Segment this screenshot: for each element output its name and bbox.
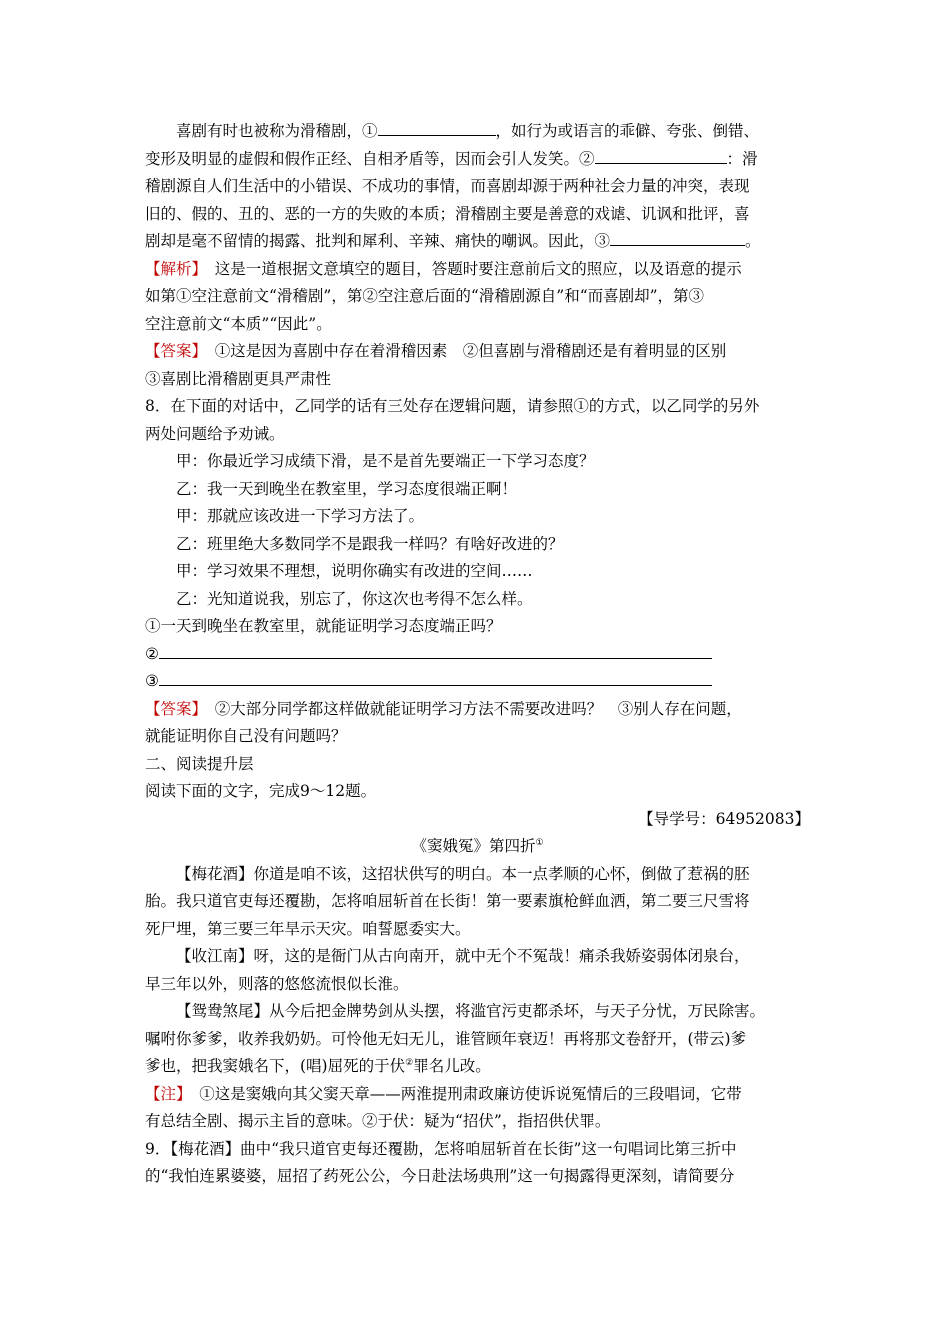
footnote-marker: ②: [405, 1057, 414, 1068]
passage-line: 爹也，把我窦娥名下，(唱)屈死的于伏②罪名儿改。: [145, 1057, 491, 1075]
passage-line: 嘱咐你爹爹，收养我奶奶。可怜他无妇无儿，谁管顾年衰迈！再将那文卷舒开，(带云)爹: [145, 1029, 747, 1048]
analysis-line: 空注意前文“本质”“因此”。: [145, 314, 332, 333]
answer-item-3: ③: [145, 668, 810, 696]
passage-line: 早三年以外，则落的悠悠流恨似长淮。: [145, 974, 409, 993]
answer-line: 就能证明你自己没有问题吗？: [145, 727, 347, 745]
dialogue-line: 乙：我一天到晚坐在教室里，学习态度很端正啊！: [176, 479, 518, 498]
answer-tag: 【答案】: [145, 342, 200, 360]
dialogue-line: 甲：你最近学习成绩下滑，是不是首先要端正一下学习态度？: [176, 452, 595, 470]
note-line: 有总结全剧、揭示主旨的意味。②于伏：疑为“招伏”，指招供伏罪。: [145, 1112, 611, 1130]
note-tag: 【注】: [145, 1084, 184, 1103]
intro-line: 稽剧源自人们生活中的小错误、不成功的事情，而喜剧却源于两种社会力量的冲突，表现: [145, 177, 750, 195]
dialogue-line: 甲：那就应该改进一下学习方法了。: [176, 507, 425, 525]
question-8-line: 8．在下面的对话中，乙同学的话有三处存在逻辑问题，请参照①的方式，以乙同学的另外: [145, 397, 760, 415]
intro-line: 旧的、假的、丑的、恶的一方的失败的本质；滑稽剧主要是善意的戏谑、讥讽和批评，喜: [145, 204, 750, 223]
dialogue-line: 甲：学习效果不理想，说明你确实有改进的空间……: [176, 562, 533, 580]
intro-line: 喜剧有时也被称为滑稽剧，① ，如行为或语言的乖僻、夸张、倒错、: [145, 118, 810, 146]
answer-line-blank-3[interactable]: [159, 669, 712, 686]
fill-blank-3[interactable]: [610, 229, 745, 246]
dialogue-line: 乙：光知道说我，别忘了，你这次也考得不怎么样。: [176, 589, 533, 608]
passage-line: 【梅花酒】你道是咱不该，这招状供写的明白。本一点孝顺的心怀，倒做了惹祸的胚: [176, 864, 750, 883]
passage-title: 《窦娥冤》第四折①: [411, 837, 544, 855]
answer-line: ③喜剧比滑稽剧更具严肃性: [145, 369, 332, 388]
passage-line: 【收江南】呀，这的是衙门从古向南开，就中无个不冤哉！痛杀我娇姿弱体闭泉台，: [176, 947, 750, 965]
question-8-line: 两处问题给予劝诫。: [145, 424, 285, 443]
analysis-line: 如第①空注意前文“滑稽剧”，第②空注意后面的“滑稽剧源自”和“而喜剧却”，第③: [145, 287, 705, 305]
document-page: [145, 118, 810, 1191]
analysis-line: 【解析】 这是一道根据文意填空的题目，答题时要注意前后文的照应，以及语意的提示: [145, 259, 742, 278]
section-instruction: 阅读下面的文字，完成9～12题。: [145, 782, 377, 800]
guide-number: 【导学号：64952083】: [638, 809, 810, 828]
footnote-marker: ①: [535, 837, 544, 848]
answer-line: 【答案】 ②大部分同学都这样做就能证明学习方法不需要改进吗？ ③别人存在问题，: [145, 699, 742, 718]
passage-line: 【鸳鸯煞尾】从今后把金牌势剑从头摆，将滥官污吏都杀坏，与天子分忧，万民除害。: [176, 1002, 766, 1020]
answer-tag: 【答案】: [145, 699, 200, 718]
answer-line: 【答案】 ①这是因为喜剧中存在着滑稽因素 ②但喜剧与滑稽剧还是有着明显的区别: [145, 342, 727, 360]
note-line: 【注】 ①这是窦娥向其父窦天章——两淮提刑肃政廉访使诉说冤情后的三段唱词，它带: [145, 1084, 742, 1103]
answer-item-2: ②: [145, 641, 810, 669]
fill-blank-2[interactable]: [595, 147, 727, 164]
passage-line: 死尸埋，第三要三年旱示天灾。咱誓愿委实大。: [145, 919, 471, 938]
answer-line-blank-2[interactable]: [159, 642, 712, 659]
answer-item-1: ①一天到晚坐在教室里，就能证明学习态度端正吗？: [145, 617, 502, 635]
fill-blank-1[interactable]: [378, 119, 496, 136]
section-heading: 二、阅读提升层: [145, 754, 254, 773]
question-9-line: 的“我怕连累婆婆，屈招了药死公公，今日赴法场典刑”这一句揭露得更深刻，请简要分: [145, 1167, 735, 1185]
intro-line: 剧却是毫不留情的揭露、批判和犀利、辛辣、痛快的嘲讽。因此，③ 。: [145, 228, 810, 256]
intro-line: 变形及明显的虚假和假作正经、自相矛盾等，因而会引人发笑。② ：滑: [145, 146, 810, 174]
passage-line: 胎。我只道官吏每还覆勘，怎将咱屈斩首在长街！第一要素旗枪鲜血洒，第二要三尺雪将: [145, 892, 750, 910]
analysis-tag: 【解析】: [145, 259, 200, 278]
question-9-line: 9．【梅花酒】曲中“我只道官吏每还覆勘，怎将咱屈斩首在长街”这一句唱词比第三折中: [145, 1139, 737, 1158]
dialogue-line: 乙：班里绝大多数同学不是跟我一样吗？有啥好改进的？: [176, 534, 564, 553]
